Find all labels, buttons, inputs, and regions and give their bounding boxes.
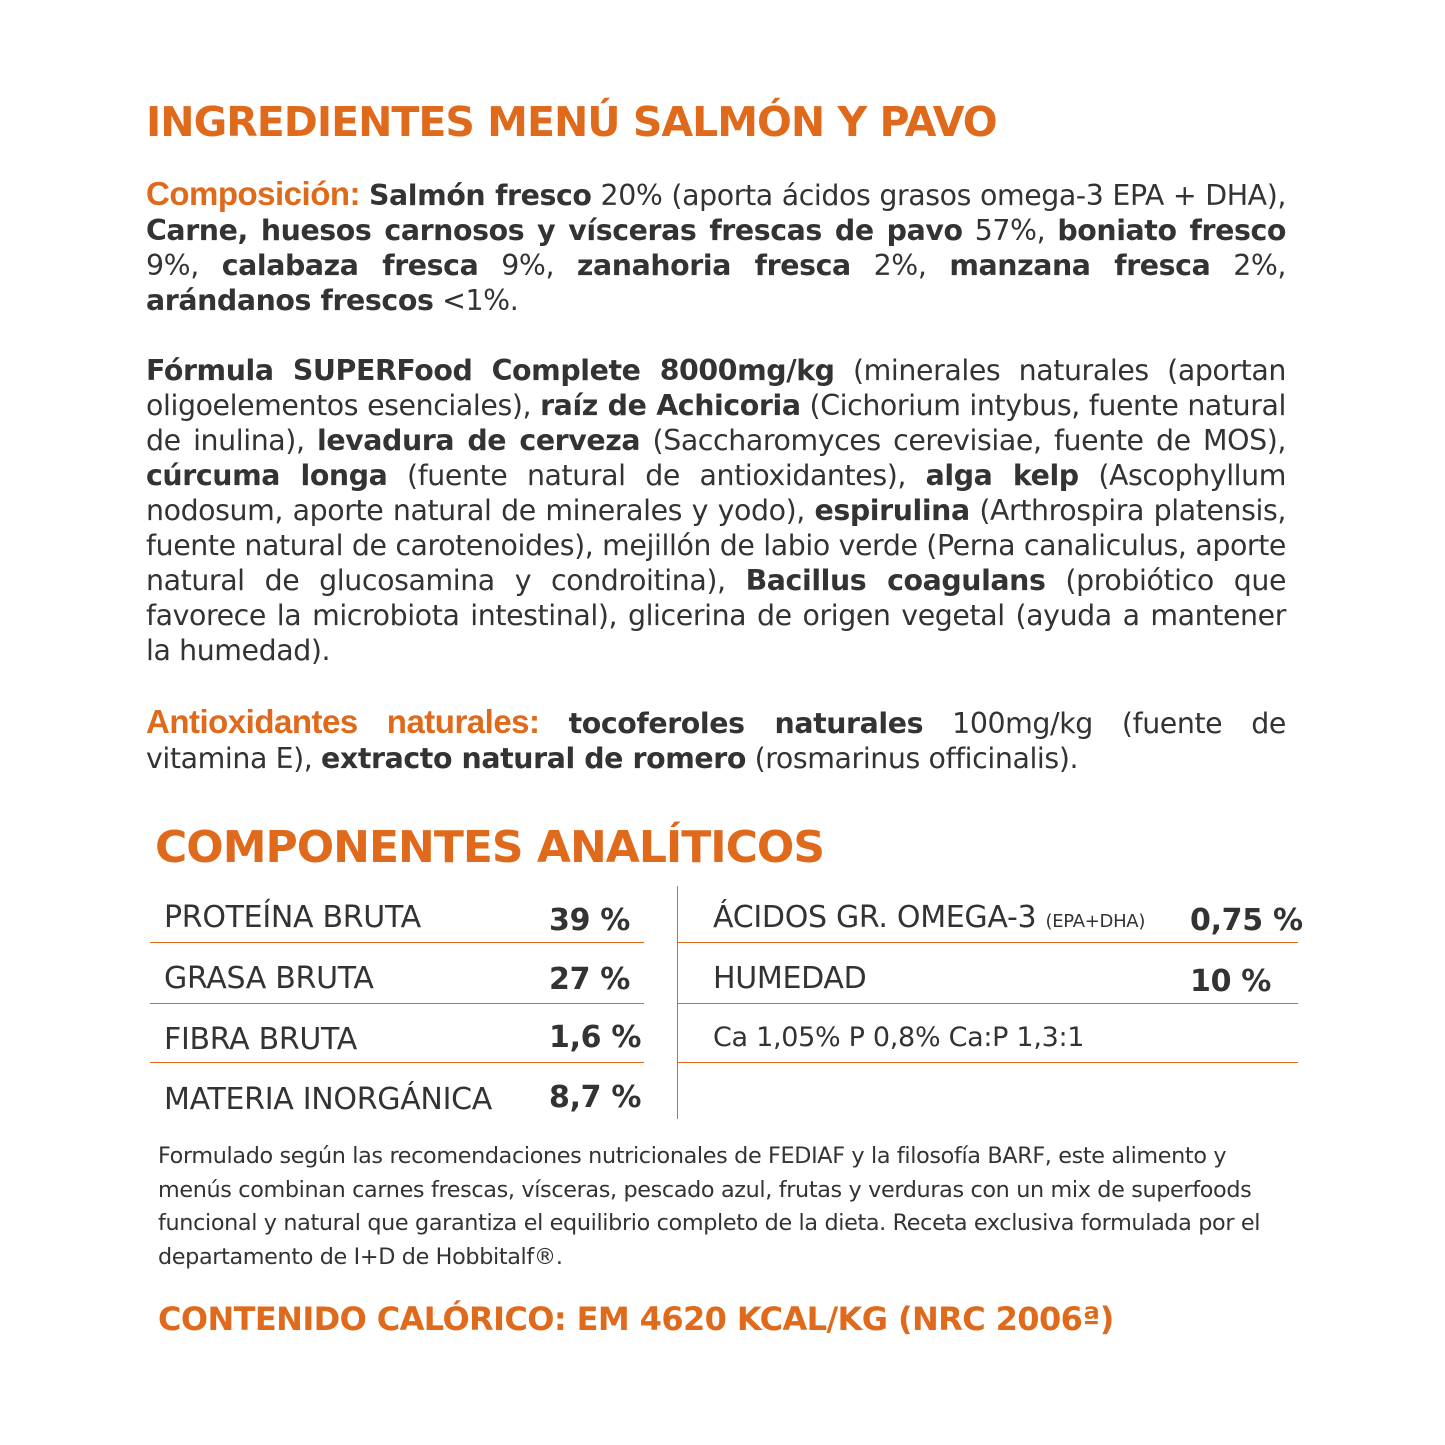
antioxidant-name: tocoferoles naturales: [568, 707, 924, 740]
ingredient-detail: 20% (aporta ácidos grasos omega-3 EPA + DHA),: [600, 179, 1286, 212]
ash-label: MATERIA INORGÁNICA: [164, 1082, 492, 1117]
moisture-label: HUMEDAD: [713, 961, 867, 996]
formula-name: alga kelp: [925, 459, 1079, 492]
formula-detail: (Ascophyllum nodosum, aporte natural de minerales y yodo),: [146, 459, 1287, 527]
antioxidants-paragraph: [146, 704, 1286, 776]
composition-paragraph: [146, 176, 1286, 318]
row-divider: [677, 1003, 1298, 1004]
ingredient-name: calabaza fresca: [221, 249, 479, 282]
fat-value: 27 %: [549, 962, 631, 997]
formula-paragraph: [146, 353, 1286, 668]
formula-name: Bacillus coagulans: [745, 564, 1046, 597]
omega3-note: (EPA+DHA): [1045, 911, 1146, 932]
row-divider: [150, 1062, 644, 1063]
antioxidants-label: Antioxidantes naturales:: [146, 703, 540, 740]
formula-name: espirulina: [814, 494, 970, 527]
ingredient-name: Carne, huesos carnosos y vísceras frescas de pavo: [146, 214, 963, 247]
formula-detail: (minerales naturales (aportan oligoelementos esenciales),: [146, 354, 1287, 422]
formula-name: Fórmula SUPERFood Complete 8000mg/kg: [146, 354, 835, 387]
ingredient-detail: 2%,: [1233, 249, 1287, 282]
antioxidant-name: extracto natural de romero: [321, 742, 746, 775]
omega3-label-text: ÁCIDOS GR. OMEGA-3: [713, 900, 1037, 935]
formula-name: cúrcuma longa: [146, 459, 388, 492]
ingredient-detail: <1%.: [442, 284, 519, 317]
ingredient-detail: 9%,: [501, 249, 555, 282]
antioxidant-detail: (rosmarinus officinalis).: [754, 742, 1079, 775]
protein-label: PROTEÍNA BRUTA: [164, 900, 421, 935]
antioxidant-detail: 100mg/kg (fuente de vitamina E),: [146, 707, 1286, 775]
protein-value: 39 %: [549, 903, 631, 938]
moisture-value: 10 %: [1190, 964, 1272, 999]
row-divider: [677, 942, 1298, 943]
formula-detail: (probiótico que favorece la microbiota intestinal), glicerina de origen vegetal (ayuda a mantener la humedad).: [146, 564, 1287, 667]
ingredient-name: boniato fresco: [1057, 214, 1286, 247]
fiber-value: 1,6 %: [549, 1020, 642, 1055]
formula-detail: (Cichorium intybus, fuente natural de inulina),: [146, 389, 1287, 457]
ash-value: 8,7 %: [549, 1080, 642, 1115]
ingredient-name: zanahoria fresca: [576, 249, 851, 282]
ingredient-name: arándanos frescos: [146, 284, 434, 317]
ingredient-name: Salmón fresco: [369, 179, 592, 212]
omega3-value: 0,75 %: [1190, 903, 1303, 938]
formula-name: levadura de cerveza: [317, 424, 641, 457]
formula-detail: (fuente natural de antioxidantes),: [407, 459, 907, 492]
formula-detail: (Arthrospira platensis, fuente natural de carotenoides), mejillón de labio verde (Perna canaliculus, aporte natural de glucosamina y condroitina),: [146, 494, 1287, 597]
ingredient-detail: 9%,: [146, 249, 199, 282]
minerals-ratio: Ca 1,05% P 0,8% Ca:P 1,3:1: [713, 1022, 1085, 1053]
omega3-label: [713, 900, 1145, 935]
fat-label: GRASA BRUTA: [164, 961, 374, 996]
row-divider: [150, 1003, 644, 1004]
ingredient-name: manzana fresca: [949, 249, 1211, 282]
composition-label: Composición:: [146, 175, 360, 212]
formulation-note: Formulado según las recomendaciones nutricionales de FEDIAF y la filosofía BARF, este alimento y menús combinan carnes frescas, vísceras, pescado azul, frutas y verduras con un mix de superfoods funcional y natural que garantiza el equilibrio completo de la dieta. Receta exclusiva formulada por el departamento de I+D de Hobbitalf®.: [158, 1143, 1261, 1270]
ingredient-detail: 2%,: [873, 249, 927, 282]
row-divider: [150, 942, 644, 943]
row-divider: [677, 1062, 1298, 1063]
caloric-content: CONTENIDO CALÓRICO: EM 4620 KCAL/KG (NRC 2006ª): [158, 1300, 1114, 1338]
formula-detail: (Saccharomyces cerevisiae, fuente de MOS),: [652, 424, 1287, 457]
fiber-label: FIBRA BRUTA: [164, 1022, 357, 1057]
analytical-title: COMPONENTES ANALÍTICOS: [155, 822, 825, 873]
ingredient-detail: 57%,: [974, 214, 1046, 247]
formula-name: raíz de Achicoria: [540, 389, 801, 422]
ingredients-title: INGREDIENTES MENÚ SALMÓN Y PAVO: [146, 98, 997, 146]
